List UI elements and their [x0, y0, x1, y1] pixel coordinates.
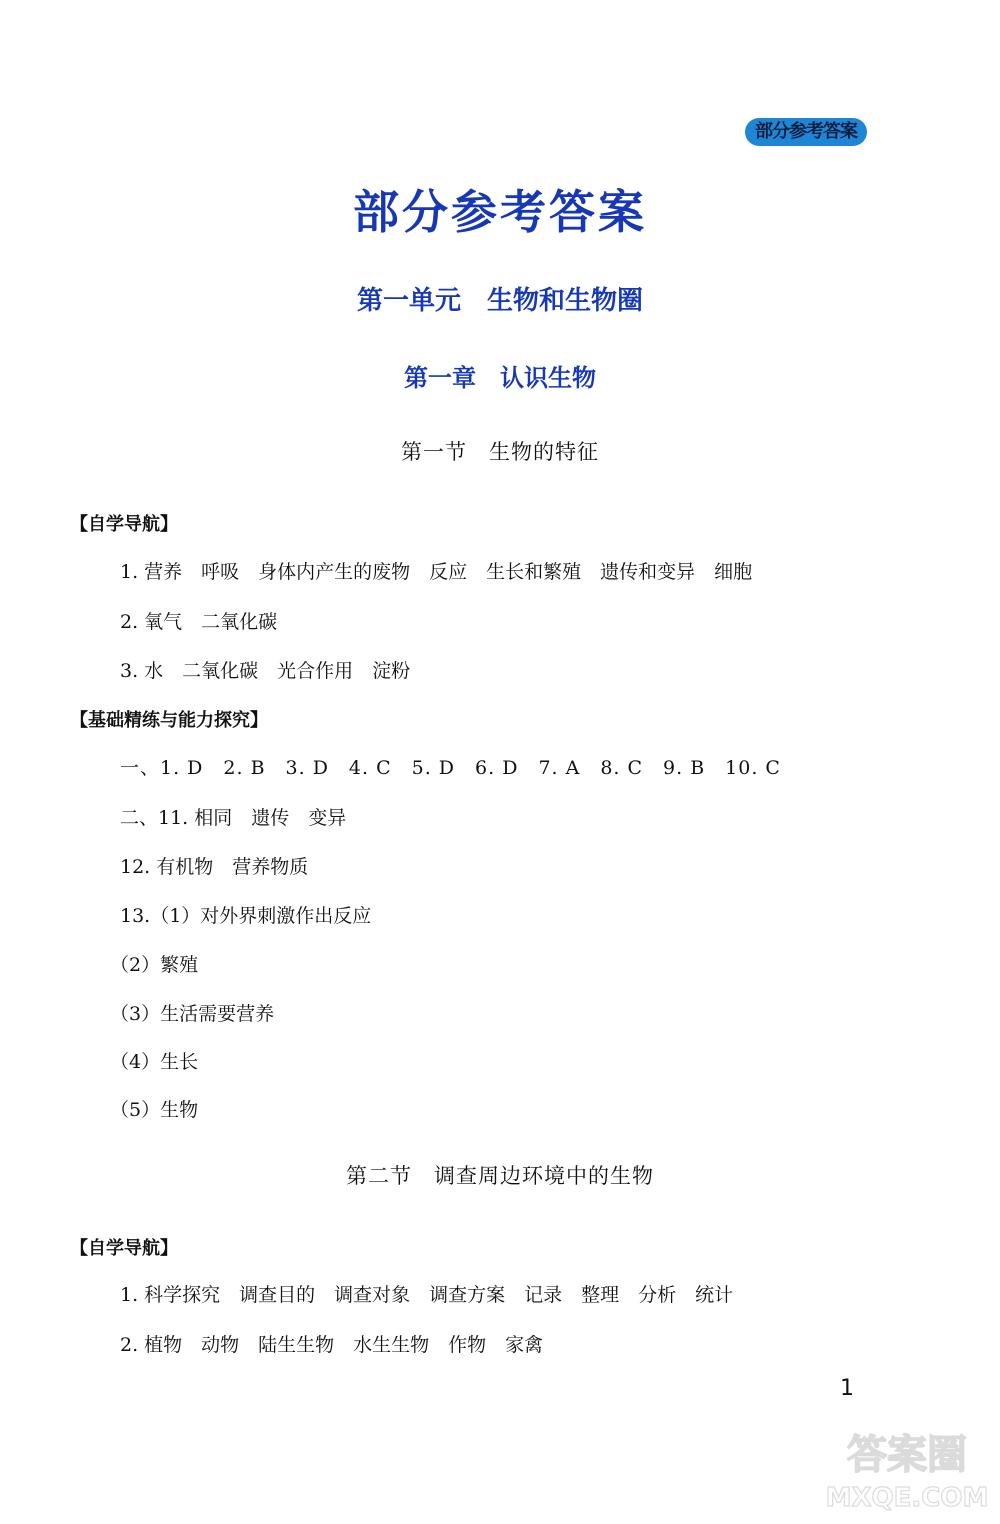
answer-line: （2）繁殖 — [110, 954, 199, 976]
watermark-logo — [822, 1418, 992, 1514]
answer-line: 二、11. 相同 遗传 变异 — [120, 807, 347, 829]
answer-line: 1. 科学探究 调查目的 调查对象 调查方案 记录 整理 分析 统计 — [120, 1284, 734, 1306]
answer-line: 2. 植物 动物 陆生生物 水生生物 作物 家禽 — [120, 1334, 544, 1356]
unit-title: 第一单元 生物和生物圈 — [356, 286, 643, 316]
answer-line: 13.（1）对外界刺激作出反应 — [120, 905, 372, 927]
section-1-jichu-heading: 【基础精练与能力探究】 — [70, 710, 268, 731]
section-1-title: 第一节 生物的特征 — [401, 440, 599, 464]
answer-line: 3. 水 二氧化碳 光合作用 淀粉 — [120, 660, 411, 682]
section-2-title: 第二节 调查周边环境中的生物 — [346, 1164, 654, 1188]
answer-line: 1. 营养 呼吸 身体内产生的废物 反应 生长和繁殖 遗传和变异 细胞 — [120, 561, 753, 583]
page-title: 部分参考答案 — [353, 185, 647, 239]
section-badge: 部分参考答案 — [745, 118, 867, 146]
section-2-zixue-heading: 【自学导航】 — [70, 1238, 178, 1259]
answer-line: 2. 氧气 二氧化碳 — [120, 611, 278, 633]
section-1-zixue-heading: 【自学导航】 — [70, 514, 178, 535]
watermark-text-top: 答案圈 — [847, 1432, 967, 1478]
answer-line: （5）生物 — [110, 1099, 199, 1121]
chapter-title: 第一章 认识生物 — [404, 364, 596, 392]
answer-line: （3）生活需要营养 — [110, 1003, 275, 1025]
answer-line: （4）生长 — [110, 1051, 199, 1073]
answer-line: 12. 有机物 营养物质 — [120, 856, 309, 878]
watermark-text-bottom: MXQE.COM — [825, 1483, 989, 1513]
page-number: 1 — [840, 1376, 854, 1401]
answer-line: 一、1. D 2. B 3. D 4. C 5. D 6. D 7. A 8. C 9. B 10. C — [120, 757, 781, 779]
